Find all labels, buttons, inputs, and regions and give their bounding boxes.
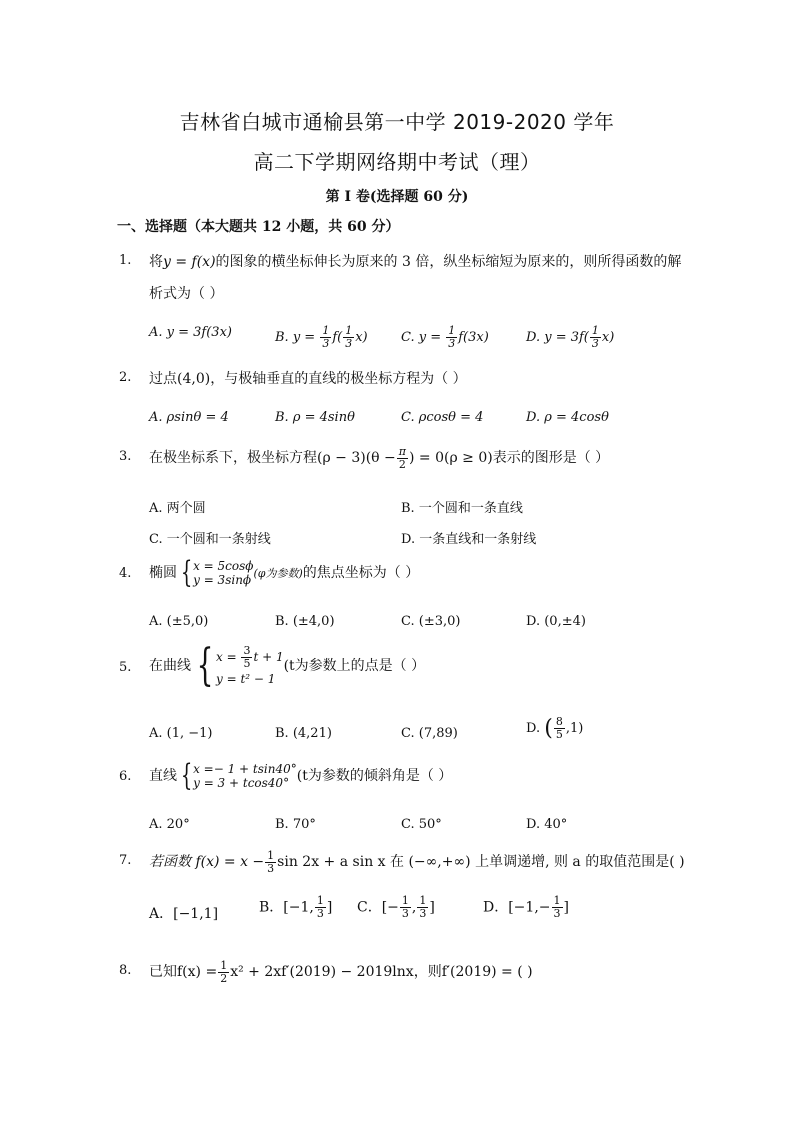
option-a[interactable]: A. 两个圆: [149, 501, 206, 516]
option-text: C．[−: [357, 899, 399, 916]
question-number: 7.: [119, 853, 132, 868]
stem-text: sin 2x + a sin x 在 (−∞,+∞) 上单调递增, 则 a 的取值范围是( ): [277, 854, 685, 870]
frac-den: 2: [220, 971, 228, 985]
option-c[interactable]: C. 一个圆和一条射线: [149, 532, 271, 547]
question-stem: [149, 759, 689, 793]
option-text: D．[−1,−: [483, 899, 551, 916]
frac-den: 5: [555, 728, 563, 741]
option-d[interactable]: [483, 895, 569, 920]
equation-line: y = t² − 1: [216, 671, 276, 686]
stem-text: 已知f(x) =: [149, 964, 218, 980]
question-number: 1.: [119, 253, 132, 268]
frac-num: 1: [553, 894, 561, 907]
stem-text: 直线: [149, 768, 177, 784]
stem-text: 的图象的横坐标伸长为原来的 3 倍，纵坐标缩短为原来的，则所得函数的解: [215, 254, 682, 270]
option-text: D. y = 3f(: [526, 330, 589, 345]
section-heading: 一、选择题（本大题共 12 小题，共 60 分）: [117, 219, 400, 235]
equation-system: [193, 762, 297, 790]
option-b[interactable]: B. ρ = 4sinθ: [275, 410, 355, 425]
option-c[interactable]: C. 50°: [401, 817, 442, 832]
brace-icon: {: [180, 758, 193, 793]
option-text: ,1): [565, 721, 584, 736]
option-d[interactable]: D. ρ = 4cosθ: [526, 410, 609, 425]
exam-title-line2: 高二下学期网络期中考试（理）: [253, 150, 541, 174]
frac-num: 1: [322, 324, 330, 337]
frac-den: 3: [401, 907, 409, 920]
frac-den: 2: [398, 457, 406, 471]
frac-num: 1: [591, 324, 599, 337]
equation-line: [216, 643, 284, 670]
param-note: (φ为参数): [253, 567, 303, 580]
question-stem: [149, 441, 689, 475]
frac-num: 1: [267, 848, 275, 862]
frac-den: 5: [243, 656, 251, 670]
stem-text: 椭圆: [149, 565, 177, 581]
option-b[interactable]: B. (±4,0): [275, 614, 335, 629]
option-text: ]: [563, 899, 569, 916]
frac-den: 3: [345, 337, 353, 350]
option-text: B．[−1,: [259, 899, 314, 916]
question-number: 4.: [119, 566, 132, 581]
question-stem: [149, 245, 689, 279]
option-text: x): [601, 330, 615, 345]
question-number: 3.: [119, 449, 132, 464]
paren-icon: (: [544, 716, 553, 741]
question-number: 6.: [119, 769, 132, 784]
brace-icon: {: [196, 640, 214, 691]
option-a[interactable]: A. (1, −1): [149, 726, 213, 741]
question-stem: 过点(4,0)，与极轴垂直的直线的极坐标方程为（ ）: [149, 371, 467, 387]
option-c[interactable]: C. ρcosθ = 4: [401, 410, 484, 425]
option-text: x): [355, 330, 368, 345]
option-c[interactable]: C. (±3,0): [401, 614, 461, 629]
option-b[interactable]: B. 一个圆和一条直线: [401, 501, 523, 516]
part-subtitle: 第 I 卷(选择题 60 分): [325, 189, 469, 205]
exam-title-line1: 吉林省白城市通榆县第一中学 2019-2020 学年: [179, 110, 615, 134]
frac-num: 1: [220, 958, 228, 972]
frac-num: 1: [401, 894, 409, 907]
question-stem: [149, 955, 689, 989]
stem-math: 若函数 f(x) = x −: [149, 854, 265, 870]
frac-den: 3: [316, 907, 324, 920]
option-b[interactable]: B. 70°: [275, 817, 316, 832]
option-b[interactable]: B. (4,21): [275, 726, 332, 741]
option-a[interactable]: A．[−1,1]: [149, 906, 219, 922]
frac-num: 1: [419, 894, 427, 907]
stem-text: (t为参数的倾斜角是（ ）: [296, 768, 453, 784]
option-a[interactable]: A. (±5,0): [149, 614, 209, 629]
frac-num: 1: [316, 894, 324, 907]
option-a[interactable]: A. ρsinθ = 4: [149, 410, 229, 425]
stem-text: 在极坐标系下，极坐标方程(ρ − 3)(θ −: [149, 450, 396, 466]
frac-den: 3: [267, 861, 275, 875]
frac-num: 3: [243, 643, 251, 657]
stem-text: 的焦点坐标为（ ）: [302, 565, 420, 581]
option-text: f(3x): [458, 330, 489, 345]
option-b[interactable]: [275, 325, 368, 350]
equation-line: y = 3sinϕ: [193, 573, 252, 587]
frac-den: 3: [419, 907, 427, 920]
option-c[interactable]: [401, 325, 489, 350]
option-d[interactable]: [526, 325, 614, 350]
question-stem: [149, 845, 689, 879]
option-text: D.: [526, 721, 545, 736]
frac-den: 3: [322, 337, 330, 350]
frac-den: 3: [591, 337, 599, 350]
question-number: 2.: [119, 370, 132, 385]
option-c[interactable]: [357, 895, 435, 920]
frac-den: 3: [448, 337, 456, 350]
stem-text: (t为参数上的点是（ ）: [283, 658, 426, 674]
eq-text: x =: [216, 649, 241, 664]
stem-text: 将: [149, 254, 163, 270]
frac-num: π: [398, 444, 406, 458]
brace-icon: {: [180, 555, 193, 590]
option-text: ]: [326, 899, 333, 916]
question-stem: [149, 640, 689, 692]
eq-text: t + 1: [253, 649, 284, 664]
option-d[interactable]: D. (0,±4): [526, 614, 586, 629]
question-stem: [149, 556, 689, 591]
equation-system: [216, 645, 284, 688]
stem-text: x² + 2xf′(2019) − 2019lnx，则f′(2019) = ( ): [230, 964, 533, 980]
option-text: C. y =: [401, 330, 446, 345]
frac-den: 3: [553, 907, 561, 920]
option-d[interactable]: D. 40°: [526, 817, 568, 832]
stem-text: 在曲线: [149, 658, 191, 674]
frac-num: 1: [448, 324, 456, 337]
stem-math: y = f(x): [163, 254, 216, 270]
option-d[interactable]: D. 一条直线和一条射线: [401, 532, 537, 547]
option-a[interactable]: A. 20°: [149, 817, 190, 832]
equation-line: y = 3 + tcos40°: [193, 776, 290, 790]
question-number: 8.: [119, 963, 132, 978]
option-b[interactable]: [259, 895, 332, 920]
stem-text: ) = 0(ρ ≥ 0)表示的图形是（ ）: [409, 450, 610, 466]
option-c[interactable]: C. (7,89): [401, 726, 458, 741]
option-text: ,: [411, 899, 417, 916]
stem-text-line2: 析式为（ ）: [149, 286, 224, 302]
option-text: f(: [332, 330, 343, 345]
equation-system: [193, 559, 253, 587]
option-text: ]: [429, 899, 435, 916]
question-number: 5.: [119, 660, 132, 675]
frac-num: 1: [345, 324, 353, 337]
frac-num: 8: [555, 715, 563, 728]
equation-line: x = 5cosϕ: [193, 559, 254, 573]
option-text: B. y =: [275, 330, 320, 345]
option-a[interactable]: A. y = 3f(3x): [149, 325, 232, 340]
equation-line: x =− 1 + tsin40°: [193, 762, 297, 776]
option-d[interactable]: [526, 716, 583, 741]
